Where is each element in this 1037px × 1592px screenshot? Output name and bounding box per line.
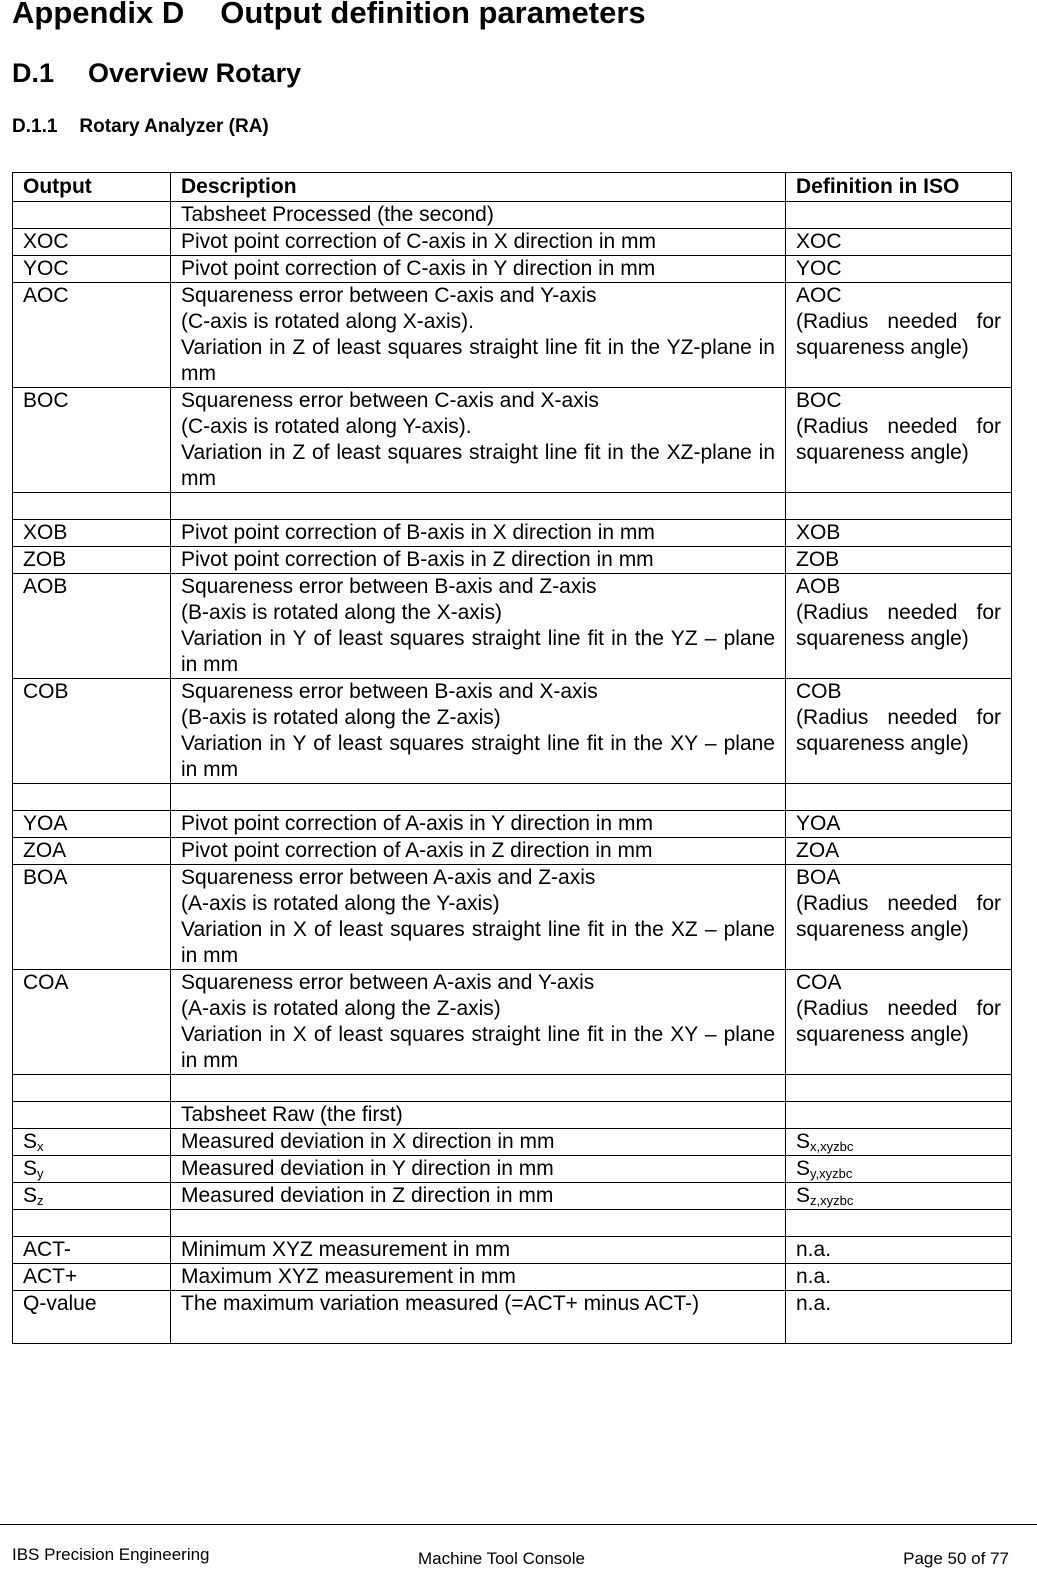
description-line: (B-axis is rotated along the Z-axis) <box>181 706 501 729</box>
iso-definition-cell <box>786 1237 1012 1264</box>
description-cell <box>171 1183 786 1210</box>
output-cell <box>13 574 171 679</box>
description-line: Variation in Y of least squares straight line fit in the YZ – plane in mm <box>181 627 775 676</box>
description-line: Pivot point correction of B-axis in X direction in mm <box>181 521 655 544</box>
iso-definition-line <box>796 679 1001 705</box>
iso-definition-line <box>796 574 1001 600</box>
description-line: Squareness error between C-axis and X-axis <box>181 389 599 412</box>
output-subscript: x <box>37 1139 44 1154</box>
description-line: Squareness error between A-axis and Z-axis <box>181 866 596 889</box>
output-cell <box>13 970 171 1075</box>
iso-definition-cell <box>786 679 1012 784</box>
iso-definition-text: YOA <box>796 812 841 835</box>
iso-definition-text: XOC <box>796 230 842 253</box>
output-code: S <box>23 1184 38 1207</box>
iso-definition-cell <box>786 1075 1012 1102</box>
description-line: Measured deviation in Y direction in mm <box>181 1157 554 1180</box>
table-row <box>13 547 1012 574</box>
output-code: BOC <box>23 389 69 412</box>
iso-definition-line <box>796 388 1001 414</box>
iso-definition-line <box>796 996 1001 1048</box>
header-definition-iso: Definition in ISO <box>786 173 1012 202</box>
iso-definition-text: COB <box>796 680 842 703</box>
iso-definition-line <box>796 256 1001 282</box>
table-row <box>13 202 1012 229</box>
footer-divider <box>0 1524 1037 1525</box>
description-cell <box>171 1156 786 1183</box>
iso-definition-cell <box>786 283 1012 388</box>
iso-definition-text: BOA <box>796 866 841 889</box>
table-row <box>13 679 1012 784</box>
output-cell <box>13 1129 171 1156</box>
description-line: Measured deviation in Z direction in mm <box>181 1184 554 1207</box>
description-line: Pivot point correction of A-axis in Y direction in mm <box>181 812 653 835</box>
header-description: Description <box>171 173 786 202</box>
output-code: YOC <box>23 257 69 280</box>
description-line: Squareness error between A-axis and Y-axis <box>181 971 595 994</box>
output-code: BOA <box>23 866 68 889</box>
table-body <box>13 202 1012 1344</box>
iso-definition-cell <box>786 1102 1012 1129</box>
iso-definition-cell <box>786 1291 1012 1344</box>
iso-definition-line <box>796 414 1001 466</box>
description-line: Pivot point correction of A-axis in Z direction in mm <box>181 839 653 862</box>
description-cell <box>171 229 786 256</box>
iso-definition-line <box>796 705 1001 757</box>
table-row <box>13 1237 1012 1264</box>
description-cell <box>171 547 786 574</box>
output-subscript: y <box>37 1166 44 1181</box>
iso-definition-cell <box>786 811 1012 838</box>
description-cell <box>171 520 786 547</box>
subsection-heading <box>12 116 269 138</box>
table-row <box>13 283 1012 388</box>
description-line: (C-axis is rotated along X-axis). <box>181 310 474 333</box>
iso-definition-text: S <box>796 1157 811 1180</box>
iso-definition-text: n.a. <box>796 1265 832 1288</box>
iso-definition-text: (Radius needed for squareness angle) <box>796 601 1001 650</box>
appendix-label: Appendix D <box>12 0 185 30</box>
description-line: Variation in Z of least squares straight line fit in the YZ-plane in mm <box>181 336 775 385</box>
table-row <box>13 1075 1012 1102</box>
output-code: AOC <box>23 284 69 307</box>
table-row <box>13 811 1012 838</box>
iso-definition-line <box>796 1264 1001 1290</box>
output-cell <box>13 1102 171 1129</box>
iso-definition-text: (Radius needed for squareness angle) <box>796 310 1001 359</box>
iso-definition-cell <box>786 388 1012 493</box>
iso-definition-line <box>796 309 1001 361</box>
output-subscript: z <box>37 1193 44 1208</box>
description-line: (B-axis is rotated along the X-axis) <box>181 601 502 624</box>
output-cell <box>13 1210 171 1237</box>
iso-definition-subscript: y,xyzbc <box>810 1166 853 1181</box>
iso-definition-line <box>796 891 1001 943</box>
output-cell <box>13 679 171 784</box>
footer-page-number: Page 50 of 77 <box>903 1549 1009 1568</box>
footer-product: Machine Tool Console <box>418 1549 585 1568</box>
table-row <box>13 1129 1012 1156</box>
output-cell <box>13 784 171 811</box>
output-cell <box>13 1156 171 1183</box>
iso-definition-text: AOB <box>796 575 841 598</box>
iso-definition-text: YOC <box>796 257 842 280</box>
output-code: AOB <box>23 575 68 598</box>
table-row <box>13 493 1012 520</box>
iso-definition-cell <box>786 865 1012 970</box>
description-cell <box>171 388 786 493</box>
description-line: Variation in X of least squares straight line fit in the XZ – plane in mm <box>181 918 775 967</box>
description-cell <box>171 811 786 838</box>
footer-company: IBS Precision Engineering <box>12 1545 210 1564</box>
iso-definition-cell <box>786 1156 1012 1183</box>
iso-definition-cell <box>786 970 1012 1075</box>
iso-definition-line <box>796 600 1001 652</box>
iso-definition-line <box>796 1237 1001 1263</box>
description-line: (C-axis is rotated along Y-axis). <box>181 415 472 438</box>
description-cell <box>171 256 786 283</box>
iso-definition-text: (Radius needed for squareness angle) <box>796 892 1001 941</box>
description-line: The maximum variation measured (=ACT+ minus ACT-) <box>181 1292 700 1315</box>
iso-definition-line <box>796 283 1001 309</box>
output-code: XOC <box>23 230 69 253</box>
description-cell <box>171 1129 786 1156</box>
iso-definition-text: XOB <box>796 521 841 544</box>
iso-definition-cell <box>786 547 1012 574</box>
appendix-title: Output definition parameters <box>220 0 646 30</box>
description-line: Variation in X of least squares straight line fit in the XY – plane in mm <box>181 1023 775 1072</box>
table-row <box>13 865 1012 970</box>
table-row <box>13 256 1012 283</box>
description-cell <box>171 865 786 970</box>
description-line: Tabsheet Processed (the second) <box>181 203 494 226</box>
table-row <box>13 784 1012 811</box>
description-line: Variation in Z of least squares straight line fit in the XZ-plane in mm <box>181 441 775 490</box>
iso-definition-cell <box>786 838 1012 865</box>
iso-definition-text: ZOB <box>796 548 840 571</box>
iso-definition-text: S <box>796 1184 811 1207</box>
iso-definition-cell <box>786 574 1012 679</box>
description-cell <box>171 202 786 229</box>
output-cell <box>13 283 171 388</box>
table-row <box>13 1183 1012 1210</box>
output-cell <box>13 1075 171 1102</box>
iso-definition-line <box>796 1129 1001 1155</box>
output-cell <box>13 1264 171 1291</box>
table-row <box>13 1291 1012 1344</box>
iso-definition-text: BOC <box>796 389 842 412</box>
output-cell <box>13 202 171 229</box>
description-cell <box>171 1237 786 1264</box>
output-cell <box>13 547 171 574</box>
iso-definition-text: (Radius needed for squareness angle) <box>796 415 1001 464</box>
description-cell <box>171 1264 786 1291</box>
table-row <box>13 1210 1012 1237</box>
table-row <box>13 574 1012 679</box>
iso-definition-text: (Radius needed for squareness angle) <box>796 706 1001 755</box>
description-line: Squareness error between B-axis and Z-axis <box>181 575 597 598</box>
description-cell <box>171 1291 786 1344</box>
table-row <box>13 970 1012 1075</box>
description-line: Tabsheet Raw (the first) <box>181 1103 403 1126</box>
subsection-number: D.1.1 <box>12 116 58 137</box>
output-cell <box>13 256 171 283</box>
output-code: XOB <box>23 521 68 544</box>
section-number: D.1 <box>12 58 55 88</box>
output-cell <box>13 838 171 865</box>
table-row <box>13 1264 1012 1291</box>
description-cell <box>171 838 786 865</box>
iso-definition-line <box>796 1183 1001 1209</box>
output-code: YOA <box>23 812 68 835</box>
iso-definition-text: COA <box>796 971 842 994</box>
header-output: Output <box>13 173 171 202</box>
description-cell <box>171 1210 786 1237</box>
output-definition-table <box>12 172 1012 1344</box>
iso-definition-cell <box>786 520 1012 547</box>
description-cell <box>171 283 786 388</box>
subsection-title: Rotary Analyzer (RA) <box>79 116 269 137</box>
iso-definition-text: ZOA <box>796 839 840 862</box>
table-row <box>13 229 1012 256</box>
output-code: ZOA <box>23 839 67 862</box>
iso-definition-subscript: z,xyzbc <box>810 1193 854 1208</box>
table-header-row <box>13 173 1012 202</box>
section-title: Overview Rotary <box>88 58 302 88</box>
output-cell <box>13 520 171 547</box>
output-cell <box>13 1291 171 1344</box>
iso-definition-cell <box>786 1210 1012 1237</box>
description-line: Pivot point correction of C-axis in Y direction in mm <box>181 257 656 280</box>
output-code: ACT+ <box>23 1265 78 1288</box>
iso-definition-cell <box>786 493 1012 520</box>
description-cell <box>171 970 786 1075</box>
description-line: (A-axis is rotated along the Z-axis) <box>181 997 501 1020</box>
iso-definition-line <box>796 229 1001 255</box>
appendix-heading <box>12 0 646 31</box>
output-cell <box>13 1183 171 1210</box>
iso-definition-cell <box>786 229 1012 256</box>
iso-definition-line <box>796 1156 1001 1182</box>
output-cell <box>13 388 171 493</box>
description-line: Squareness error between C-axis and Y-axis <box>181 284 597 307</box>
description-line: Variation in Y of least squares straight line fit in the XY – plane in mm <box>181 732 775 781</box>
iso-definition-cell <box>786 1183 1012 1210</box>
iso-definition-text: (Radius needed for squareness angle) <box>796 997 1001 1046</box>
output-cell <box>13 493 171 520</box>
description-line: Pivot point correction of C-axis in X direction in mm <box>181 230 657 253</box>
iso-definition-text: n.a. <box>796 1292 832 1315</box>
iso-definition-cell <box>786 202 1012 229</box>
table-row <box>13 520 1012 547</box>
iso-definition-line <box>796 865 1001 891</box>
description-line: Minimum XYZ measurement in mm <box>181 1238 511 1261</box>
table-row <box>13 838 1012 865</box>
iso-definition-line <box>796 811 1001 837</box>
iso-definition-line <box>796 970 1001 996</box>
description-line: Measured deviation in X direction in mm <box>181 1130 555 1153</box>
description-cell <box>171 574 786 679</box>
output-code: ZOB <box>23 548 67 571</box>
description-cell <box>171 784 786 811</box>
output-cell <box>13 1237 171 1264</box>
description-cell <box>171 1075 786 1102</box>
iso-definition-cell <box>786 256 1012 283</box>
table-row <box>13 1156 1012 1183</box>
iso-definition-line <box>796 520 1001 546</box>
output-code: COA <box>23 971 69 994</box>
description-line: Pivot point correction of B-axis in Z direction in mm <box>181 548 654 571</box>
output-code: ACT- <box>23 1238 71 1261</box>
iso-definition-line <box>796 838 1001 864</box>
output-code: S <box>23 1130 38 1153</box>
output-code: Q-value <box>23 1292 97 1315</box>
output-cell <box>13 811 171 838</box>
iso-definition-cell <box>786 784 1012 811</box>
table-row <box>13 1102 1012 1129</box>
output-code: COB <box>23 680 69 703</box>
output-code: S <box>23 1157 38 1180</box>
description-line: Maximum XYZ measurement in mm <box>181 1265 516 1288</box>
iso-definition-cell <box>786 1264 1012 1291</box>
description-line: (A-axis is rotated along the Y-axis) <box>181 892 500 915</box>
description-cell <box>171 493 786 520</box>
iso-definition-cell <box>786 1129 1012 1156</box>
iso-definition-line <box>796 547 1001 573</box>
iso-definition-line <box>796 1291 1001 1317</box>
description-line: Squareness error between B-axis and X-axis <box>181 680 598 703</box>
iso-definition-text: AOC <box>796 284 842 307</box>
output-cell <box>13 229 171 256</box>
iso-definition-subscript: x,xyzbc <box>810 1139 854 1154</box>
iso-definition-text: S <box>796 1130 811 1153</box>
description-cell <box>171 679 786 784</box>
iso-definition-text: n.a. <box>796 1238 832 1261</box>
section-heading <box>12 58 301 89</box>
output-cell <box>13 865 171 970</box>
description-cell <box>171 1102 786 1129</box>
table-row <box>13 388 1012 493</box>
